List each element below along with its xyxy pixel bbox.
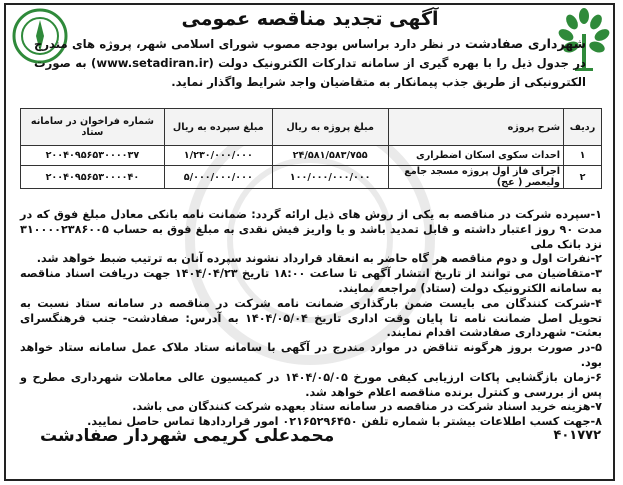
intro-lead: شهرداری صفادشت <box>465 36 586 51</box>
term-item: ۶-زمان بازگشایی پاکات ارزیابی کیفی مورخ ۱۴۰۴/۰۵/۰۵ در کمیسیون عالی معاملات شهرداری مطرح و پس از بررسی و کنترل برنده مناقصه اعلام خواهد شد. <box>20 370 602 399</box>
intro-paragraph <box>34 34 586 92</box>
cell-description: احداث سکوی اسکان اضطراری <box>388 146 563 166</box>
terms-list <box>20 208 602 430</box>
cell-tender-number: ۲۰۰۴۰۹۵۶۵۳۰۰۰۰۳۷ <box>21 146 165 166</box>
cell-project-amount: ۱۰۰/۰۰۰/۰۰۰/۰۰۰ <box>272 166 388 189</box>
cell-description: اجرای فاز اول پروژه مسجد جامع ولیعصر ( عج) <box>388 166 563 189</box>
header-project-amount: مبلغ پروژه به ریال <box>272 109 388 146</box>
term-item: ۸-جهت کسب اطلاعات بیشتر با شماره تلفن ۰۲۱۶۵۲۹۶۴۵۰ امور قراردادها تماس حاصل نمایید. <box>87 415 602 429</box>
table-row <box>21 146 602 166</box>
table-header-row <box>21 109 602 146</box>
cell-project-amount: ۲۴/۵۸۱/۵۸۳/۷۵۵ <box>272 146 388 166</box>
cell-row-number: ۱ <box>564 146 602 166</box>
term-item: ۷-هزینه خرید اسناد شرکت در مناقصه در سامانه ستاد بعهده شرکت کنندگان می باشد. <box>132 400 602 414</box>
intro-body: در نظر دارد براساس بودجه مصوب شورای اسلامی شهر، پروژه های مندرج در جدول ذیل را با بهره گیری از سامانه تدارکات الکترونیک دولت (www.setadiran.ir) به صورت الکترونیکی از طریق جذب پیمانکار به متقاضیان واجد شرایط واگذار نماید. <box>34 37 586 89</box>
cell-tender-number: ۲۰۰۴۰۹۵۶۵۳۰۰۰۰۴۰ <box>21 166 165 189</box>
projects-table <box>20 108 602 189</box>
header-deposit-amount: مبلغ سپرده به ریال <box>164 109 272 146</box>
cell-deposit-amount: ۱/۲۳۰/۰۰۰/۰۰۰ <box>164 146 272 166</box>
term-item: ۴-شرکت کنندگان می بایست ضمن بارگذاری ضمانت نامه شرکت در مناقصه در سامانه ستاد نسبت به تحویل اصل ضمانت نامه تا پایان وقت اداری تاریخ ۱۴۰۴/۰۵/۰۴ به آدرس: صفادشت- جنب فرهنگسرای بعثت- شهرداری صفادشت اقدام نمایند. <box>20 296 603 340</box>
term-item: ۵-در صورت بروز هرگونه تناقض در موارد مندرج در آگهی با سامانه ستاد ملاک عمل سامانه ستاد خواهد بود. <box>20 341 602 369</box>
term-item: ۱-سپرده شرکت در مناقصه به یکی از روش های ذیل ارائه گردد: ضمانت نامه بانکی معادل مبلغ فوق که در مدت ۹۰ روز اعتبار داشته و قابل تمدید باشد و یا واریز فیش نقدی به مبلغ فوق به حساب ۳۱۰۰۰۰۲۳۸۶۰۰۵ نزد بانک ملی <box>20 208 603 251</box>
notice-code: ۴۰۱۷۷۲ <box>553 428 601 443</box>
signature-block <box>0 424 623 464</box>
term-item: ۲-نفرات اول و دوم مناقصه هر گاه حاضر به انعقاد قرارداد نشوند سپرده آنان به ترتیب ضبط خواهد شد. <box>36 252 602 266</box>
mayor-signature: محمدعلی کریمی شهردار صفادشت <box>40 426 335 446</box>
term-item: ۳-متقاضیان می توانند از تاریخ انتشار آگهی تا ساعت ۱۸:۰۰ تاریخ ۱۴۰۴/۰۴/۲۳ جهت دریافت اسناد مناقصه به سامانه الکترونیک دولت (ستاد) مراجعه نمایند. <box>20 267 602 295</box>
table-row <box>21 166 602 189</box>
cell-row-number: ۲ <box>564 166 602 189</box>
header-tender-number: شماره فراخوان در سامانه ستاد <box>21 109 165 146</box>
page-title: آگهی تجدید مناقصه عمومی <box>181 8 439 30</box>
header-description: شرح پروژه <box>388 109 563 146</box>
header-row-number: ردیف <box>564 109 602 146</box>
cell-deposit-amount: ۵/۰۰۰/۰۰۰/۰۰۰ <box>164 166 272 189</box>
